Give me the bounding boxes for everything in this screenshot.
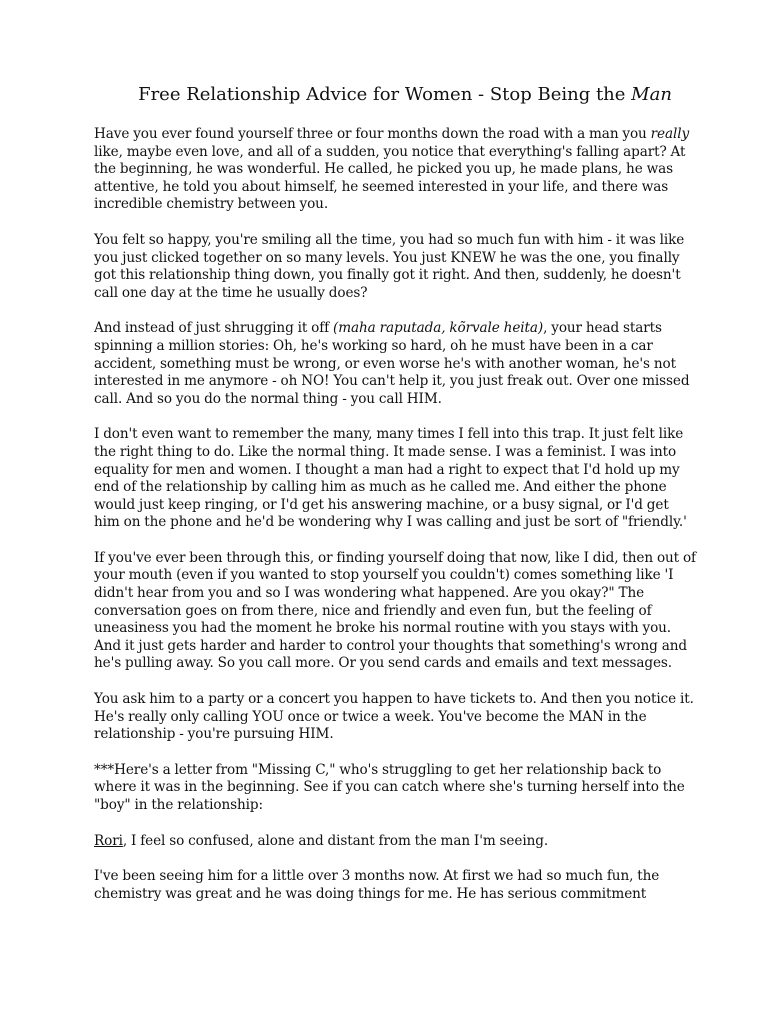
letter-salutation-name: Rori xyxy=(94,832,123,849)
paragraph-7: ***Here's a letter from "Missing C," who's struggling to get her relationship back to where it was in the beginning. See if you can catch where she's turning herself into the "boy" in the relationship: xyxy=(94,761,685,813)
paragraph-3 xyxy=(94,320,696,408)
paragraph-1-text-a: Have you ever found yourself three or four months down the road with a man you xyxy=(94,126,651,142)
paragraph-3-text-b: , your head starts spinning a million stories: Oh, he's working so hard, oh he must have been in a car accident, something must be wrong, or even worse he's with another woman, he's not interested in me anymore - oh NO! You can't help it, you just freak out. Over one missed call. And so you do the normal thing - you call HIM. xyxy=(94,320,690,407)
paragraph-9: I've been seeing him for a little over 3 months now. At first we had so much fun, the chemistry was great and he was doing things for me. He has serious commitment xyxy=(94,868,660,902)
paragraph-8 xyxy=(94,833,696,851)
title-text: Free Relationship Advice for Women - Stop Being the xyxy=(138,84,632,105)
paragraph-5: If you've ever been through this, or finding yourself doing that now, like I did, then out of your mouth (even if you wanted to stop yourself you couldn't) comes something like 'I didn't hear from you and so I was wondering what happened. Are you okay?" The conversation goes on from there, nice and friendly and even fun, but the feeling of uneasiness you had the moment he broke his normal routine with you stays with you. And it just gets harder and harder to control your thoughts that something's wrong and he's pulling away. So you call more. Or you send cards and emails and text messages. xyxy=(94,549,696,672)
paragraph-3-text-a: And instead of just shrugging it off xyxy=(94,320,333,337)
paragraph-8-text: , I feel so confused, alone and distant from the man I'm seeing. xyxy=(122,832,549,849)
paragraph-1-text-b: like, maybe even love, and all of a sudden, you notice that everything's falling apart? At the beginning, he was wonderful. He called, he picked you up, he made plans, he was attentive, he told you about himself, he seemed interested in your life, and there was incredible chemistry between you. xyxy=(94,143,686,213)
page-title xyxy=(94,84,696,106)
paragraph-1 xyxy=(94,126,696,214)
paragraph-1-emphasis: really xyxy=(650,126,690,142)
paragraph-2: You felt so happy, you're smiling all the time, you had so much fun with him - it was like you just clicked together on so many levels. You just KNEW he was the one, you finally got this relationship thing down, you finally got it right. And then, suddenly, he doesn't call one day at the time he usually does? xyxy=(94,231,685,301)
paragraph-4: I don't even want to remember the many, many times I fell into this trap. It just felt like the right thing to do. Like the normal thing. It made sense. I was a feminist. I was into equality for men and women. I thought a man had a right to expect that I'd hold up my end of the relationship by calling him as much as he called me. And either the phone would just keep ringing, or I'd get his answering machine, or a busy signal, or I'd get him on the phone and he'd be wondering why I was calling and just be sort of "friendly.' xyxy=(94,426,687,531)
paragraph-3-emphasis: (maha raputada, kõrvale heita) xyxy=(333,320,544,337)
title-emphasis: Man xyxy=(631,84,672,105)
paragraph-6: You ask him to a party or a concert you happen to have tickets to. And then you notice it. He's really only calling YOU once or twice a week. You've become the MAN in the relationship - you're pursuing HIM. xyxy=(94,691,694,743)
